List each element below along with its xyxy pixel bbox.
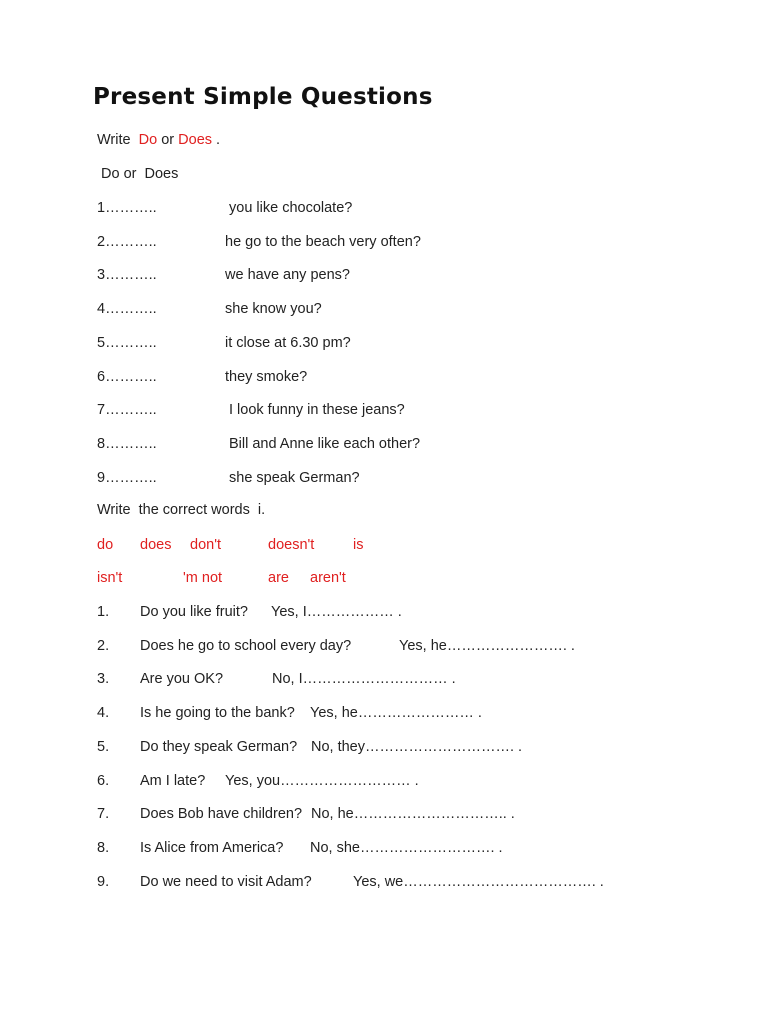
item-answer-blank: Yes, you……………………… . [225, 773, 419, 789]
word-bank-word: isn't [97, 570, 123, 586]
item-number: 9. [97, 874, 110, 890]
item-number: 7. [97, 806, 110, 822]
page-title: Present Simple Questions [93, 84, 433, 110]
item-question: they smoke? [225, 369, 308, 385]
intro-or: or [161, 132, 175, 148]
item-number: 5. [97, 739, 110, 755]
item-number: 8. [97, 840, 110, 856]
item-number: 3. [97, 671, 110, 687]
item-number: 2. [97, 638, 110, 654]
word-bank-word: are [268, 570, 289, 586]
item-question: Am I late? [140, 773, 206, 789]
item-number: 3……….. [97, 267, 157, 283]
item-number: 8……….. [97, 436, 157, 452]
item-question: I look funny in these jeans? [229, 402, 405, 418]
intro-period: . [216, 132, 221, 148]
word-bank-word: is [353, 537, 364, 553]
item-question: he go to the beach very often? [225, 234, 421, 250]
item-question: Is Alice from America? [140, 840, 284, 856]
item-number: 4……….. [97, 301, 157, 317]
word-bank-word: doesn't [268, 537, 315, 553]
word-bank-word: does [140, 537, 172, 553]
item-question: she speak German? [229, 470, 360, 486]
item-answer-blank: Yes, I……………… . [271, 604, 402, 620]
item-question: Do they speak German? [140, 739, 298, 755]
item-number: 7……….. [97, 402, 157, 418]
item-answer-blank: No, she………………………. . [310, 840, 503, 856]
item-question: Does Bob have children? [140, 806, 303, 822]
intro-instruction [97, 130, 220, 150]
item-answer-blank: Yes, we…………………………………. . [353, 874, 604, 890]
item-question: you like chocolate? [229, 200, 353, 216]
item-number: 1……….. [97, 200, 157, 216]
item-answer-blank: Yes, he…………………… . [310, 705, 482, 721]
item-number: 6. [97, 773, 110, 789]
word-bank-word: aren't [310, 570, 346, 586]
intro-does: Does [178, 132, 213, 148]
intro-do: Do [138, 132, 158, 148]
item-question: Do you like fruit? [140, 604, 248, 620]
item-answer-blank: No, he………………………….. . [311, 806, 515, 822]
word-bank-word: don't [190, 537, 221, 553]
choices-header: Do or Does [101, 166, 179, 182]
item-answer-blank: No, I………………………… . [272, 671, 456, 687]
item-number: 5……….. [97, 335, 157, 351]
item-answer-blank: Yes, he……………………. . [399, 638, 575, 654]
item-number: 2……….. [97, 234, 157, 250]
item-question: Bill and Anne like each other? [229, 436, 421, 452]
word-bank-word: do [97, 537, 114, 553]
item-question: we have any pens? [225, 267, 350, 283]
item-question: Do we need to visit Adam? [140, 874, 312, 890]
intro-write: Write [97, 132, 131, 148]
item-number: 4. [97, 705, 110, 721]
item-answer-blank: No, they…………………………. . [311, 739, 523, 755]
item-question: she know you? [225, 301, 322, 317]
item-question: it close at 6.30 pm? [225, 335, 351, 351]
word-bank-word: 'm not [183, 570, 223, 586]
item-number: 1. [97, 604, 110, 620]
item-number: 6……….. [97, 369, 157, 385]
item-question: Are you OK? [140, 671, 224, 687]
item-question: Does he go to school every day? [140, 638, 352, 654]
part2-instruction: Write the correct words i. [97, 502, 266, 518]
item-number: 9……….. [97, 470, 157, 486]
item-question: Is he going to the bank? [140, 705, 295, 721]
